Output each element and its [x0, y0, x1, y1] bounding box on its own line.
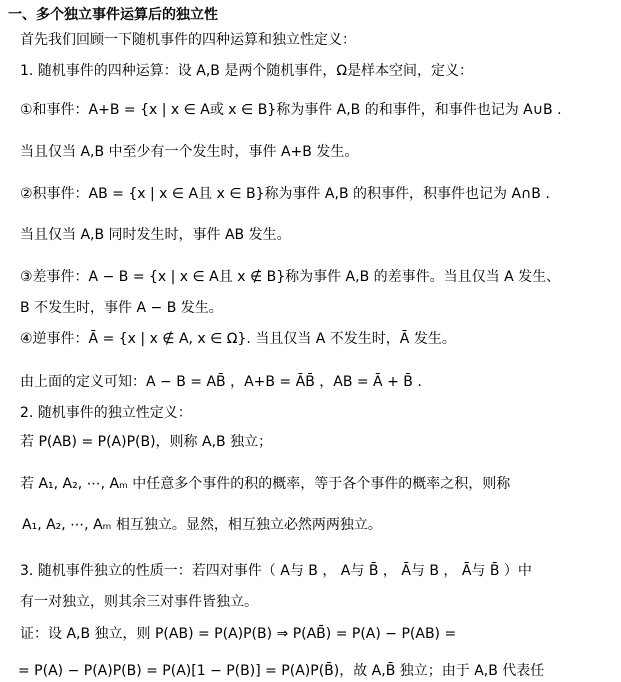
union-note: 当且仅当 A,B 中至少有一个发生时，事件 A+B 发生。 — [20, 144, 359, 160]
difference-definition: ③差事件：A − B = {x | x ∈ A且 x ∉ B}称为事件 A,B 的差事件。当且仅当 A 发生、 — [20, 269, 561, 285]
independence-definition: 若 P(AB) = P(A)P(B)，则称 A,B 独立； — [20, 434, 273, 450]
mutual-independence-line-2: A₁, A₂, ⋯, Aₘ 相互独立。显然，相互独立必然两两独立。 — [22, 517, 382, 533]
derived-identities: 由上面的定义可知：A − B = AB̄ ，A+B = ĀB̄ ，AB = Ā + B̄ . — [20, 374, 422, 390]
mutual-independence-line-1: 若 A₁, A₂, ⋯, Aₘ 中任意多个事件的积的概率，等于各个事件的概率之积，则称 — [20, 476, 511, 492]
subsection-1-heading: 1. 随机事件的四种运算：设 A,B 是两个随机事件，Ω是样本空间，定义： — [20, 63, 474, 79]
property-1-line-2: 有一对独立，则其余三对事件皆独立。 — [20, 594, 258, 610]
intersection-note: 当且仅当 A,B 同时发生时，事件 AB 发生。 — [20, 227, 291, 243]
section-heading: 一、多个独立事件运算后的独立性 — [8, 7, 218, 23]
subsection-2-heading: 2. 随机事件的独立性定义： — [20, 405, 192, 421]
intro-text: 首先我们回顾一下随机事件的四种运算和独立性定义： — [20, 32, 356, 48]
property-1-line-1: 3. 随机事件独立的性质一：若四对事件（ A与 B ， A与 B̄ ， Ā与 B ， Ā与 B̄ ）中 — [20, 563, 532, 579]
union-definition: ①和事件：A+B = {x | x ∈ A或 x ∈ B}称为事件 A,B 的和事件，和事件也记为 A∪B . — [20, 102, 562, 118]
proof-line-1: 证：设 A,B 独立，则 P(AB) = P(A)P(B) ⇒ P(AB̄) = P(A) − P(AB) = — [20, 626, 457, 642]
proof-line-2: = P(A) − P(A)P(B) = P(A)[1 − P(B)] = P(A)P(B̄)，故 A,B̄ 独立；由于 A,B 代表任 — [18, 663, 545, 679]
intersection-definition: ②积事件：AB = {x | x ∈ A且 x ∈ B}称为事件 A,B 的积事件，积事件也记为 A∩B . — [20, 186, 550, 202]
difference-note: B 不发生时，事件 A − B 发生。 — [20, 300, 223, 316]
complement-definition: ④逆事件：Ā = {x | x ∉ A, x ∈ Ω}. 当且仅当 A 不发生时，Ā 发生。 — [20, 331, 456, 347]
